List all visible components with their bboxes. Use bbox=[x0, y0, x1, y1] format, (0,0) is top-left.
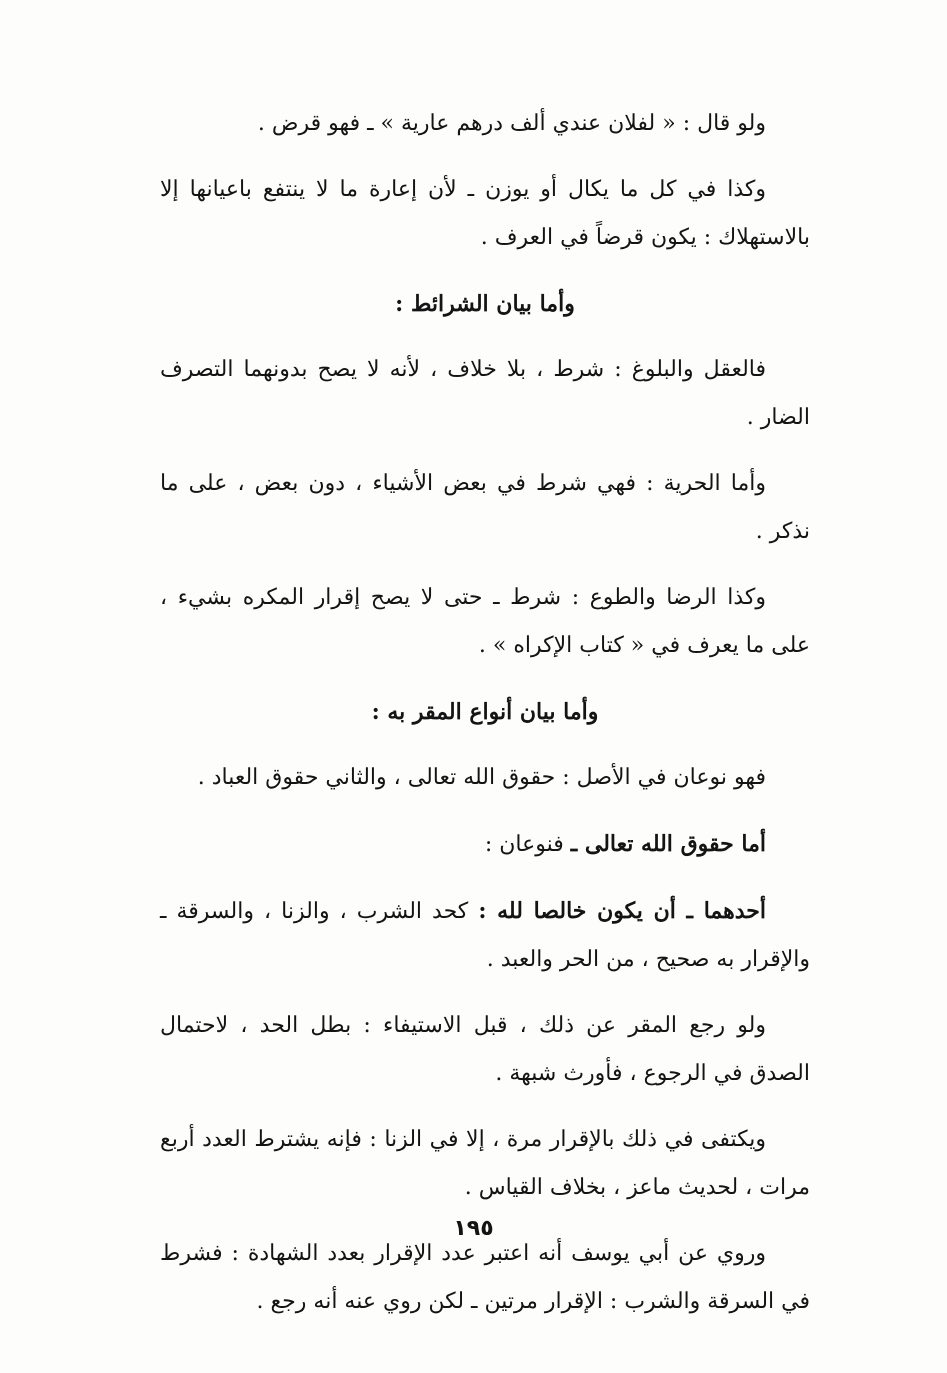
section-heading bbox=[160, 688, 810, 736]
section-heading bbox=[160, 280, 810, 328]
paragraph bbox=[160, 820, 810, 869]
paragraph bbox=[160, 1230, 810, 1326]
paragraph-text: فنوعان : bbox=[484, 832, 571, 857]
paragraph-text: ولو رجع المقر عن ذلك ، قبل الاستيفاء : بطل الحد ، لاحتمال الصدق في الرجوع ، فأورث شبهة . bbox=[160, 1013, 810, 1086]
page-number: ١٩٥ bbox=[453, 1216, 494, 1241]
paragraph-text: وأما الحرية : فهي شرط في بعض الأشياء ، دون بعض ، على ما نذكر . bbox=[160, 471, 810, 544]
paragraph-text: ولو قال : « لفلان عندي ألف درهم عارية » ـ فهو قرض . bbox=[257, 111, 766, 136]
paragraph bbox=[160, 574, 810, 670]
page-body bbox=[160, 100, 810, 1344]
paragraph-text: كحد الشرب ، والزنا ، والسرقة ـ والإقرار به صحيح ، من الحر والعبد . bbox=[160, 899, 810, 972]
section-heading-text: وأما بيان أنواع المقر به : bbox=[371, 699, 599, 725]
paragraph-lead: أحدهما ـ أن يكون خالصا لله : bbox=[478, 898, 766, 924]
paragraph-text: فالعقل والبلوغ : شرط ، بلا خلاف ، لأنه لا يصح بدونهما التصرف الضار . bbox=[160, 357, 810, 430]
paragraph-text: فهو نوعان في الأصل : حقوق الله تعالى ، والثاني حقوق العباد . bbox=[197, 765, 766, 790]
section-heading-text: وأما بيان الشرائط : bbox=[395, 291, 575, 317]
paragraph-text: وكذا في كل ما يكال أو يوزن ـ لأن إعارة ما لا ينتفع باعيانها إلا بالاستهلاك : يكون قرضاً في العرف . bbox=[160, 177, 810, 250]
paragraph bbox=[160, 754, 810, 802]
paragraph bbox=[160, 1002, 810, 1098]
paragraph bbox=[160, 100, 810, 148]
paragraph-text: وكذا الرضا والطوع : شرط ـ حتى لا يصح إقرار المكره بشيء ، على ما يعرف في « كتاب الإكراه » . bbox=[160, 585, 810, 658]
paragraph bbox=[160, 1116, 810, 1212]
paragraph-text: وروي عن أبي يوسف أنه اعتبر عدد الإقرار بعدد الشهادة : فشرط في السرقة والشرب : الإقرار مرتين ـ لكن روي عنه أنه رجع . bbox=[160, 1241, 810, 1314]
paragraph bbox=[160, 346, 810, 442]
paragraph bbox=[160, 460, 810, 556]
paragraph-lead: أما حقوق الله تعالى ـ bbox=[570, 831, 766, 857]
paragraph bbox=[160, 166, 810, 262]
paragraph bbox=[160, 887, 810, 984]
paragraph-text: ويكتفى في ذلك بالإقرار مرة ، إلا في الزنا : فإنه يشترط العدد أربع مرات ، لحديث ماعز ، بخلاف القياس . bbox=[160, 1127, 810, 1200]
